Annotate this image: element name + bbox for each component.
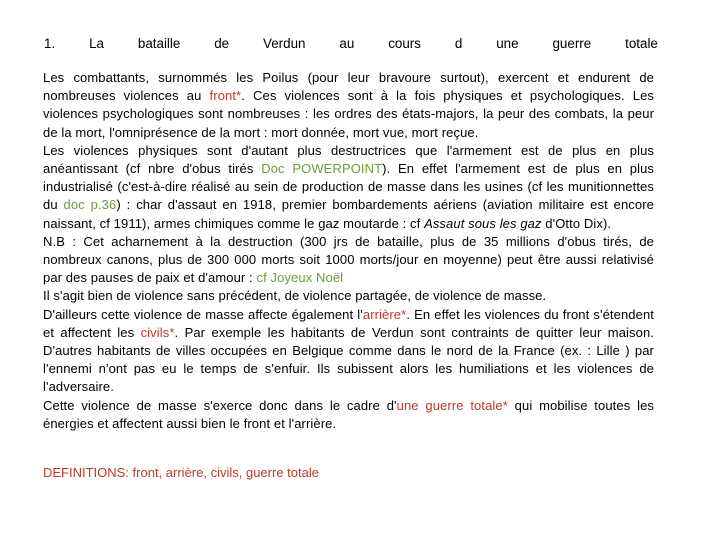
paragraph-civilians: D'ailleurs cette violence de masse affecte également l'arrière*. En effet les violences du front s'étendent et affectent les civils*. Par exemple les habitants de Verdun sont contraints de quitter leur maison. D'autres habitants de villes occupées en Belgique comme dans le nord de la France (ex. : Lille ) par l'ennemi n'ont pas eu le temps de s'enfuir. Ils subissent alors les humiliations et les violences de l'adversaire. (43, 306, 654, 395)
link-joyeux-noel[interactable]: cf Joyeux Noël (256, 270, 344, 286)
title-word: guerre (552, 36, 592, 51)
paragraph-total-war: Cette violence de masse s'exerce donc dans le cadre d'une guerre totale* qui mobilise toutes les énergies et affectent aussi bien le front et l'arrière. (43, 397, 655, 431)
paragraph-mass-violence: Il s'agit bien de violence sans précédent, de violence partagée, de violence de masse. (43, 288, 547, 304)
paragraph-nb: N.B : Cet acharnement à la destruction (300 jrs de bataille, plus de 35 millions d'obus tirés, de nombreux canons, plus de 300 000 morts soit 1000 morts/jour en moyenne) peut être aussi relativisé par des pauses de paix et d'amour : cf Joyeux Noël (43, 233, 654, 286)
term-front: front* (209, 88, 242, 104)
title-word: de (214, 36, 230, 51)
title-word: une (496, 36, 519, 51)
title-word: bataille (137, 36, 181, 51)
paragraph-physical-violence: Les violences physiques sont d'autant plus destructrices que l'armement est de plus en plus anéantissant (cf nbre d'obus tirés Doc POWERPOINT). En effet l'armement est de plus en plus industrialisé (c'est-à-dire réalisé au sein de production de masse dans les usines (cf les munitionnettes du doc p.36) : char d'assaut en 1918, premier bombardements aériens (aviation militaire est encore naissant, cf 1911), armes chimiques comme le gaz moutarde : cf Assaut sous les gaz d'Otto Dix). (43, 142, 655, 231)
title-word: Verdun (263, 36, 306, 51)
title-word: 1. (44, 36, 56, 51)
artwork-title: Assaut sous les gaz (424, 215, 542, 231)
title-word: totale (625, 36, 658, 51)
term-guerre-totale: une guerre totale* (396, 397, 508, 413)
body-text (43, 69, 654, 433)
term-arriere: arrière* (362, 306, 407, 322)
link-doc-powerpoint[interactable]: Doc POWERPOINT (261, 161, 383, 177)
title-word: d (454, 36, 463, 51)
title-word: au (339, 36, 355, 51)
definitions-line: DEFINITIONS: front, arrière, civils, guerre totale (43, 465, 319, 480)
title-word: cours (388, 36, 421, 51)
link-doc-p36[interactable]: doc p.36 (63, 197, 117, 213)
term-civils: civils* (140, 324, 175, 340)
section-title (44, 35, 658, 53)
title-word: La (89, 36, 104, 51)
paragraph-poilus-violence: Les combattants, surnommés les Poilus (pour leur bravoure surtout), exercent et endurent de nombreuses violences au front*. Ces violences sont à la fois physiques et psychologiques. Les violences psychologiques sont nombreuses : les ordres des états-majors, la peur des combats, la peur de la mort, l'omniprésence de la mort : mort donnée, mort vue, mort reçue. (43, 70, 654, 140)
